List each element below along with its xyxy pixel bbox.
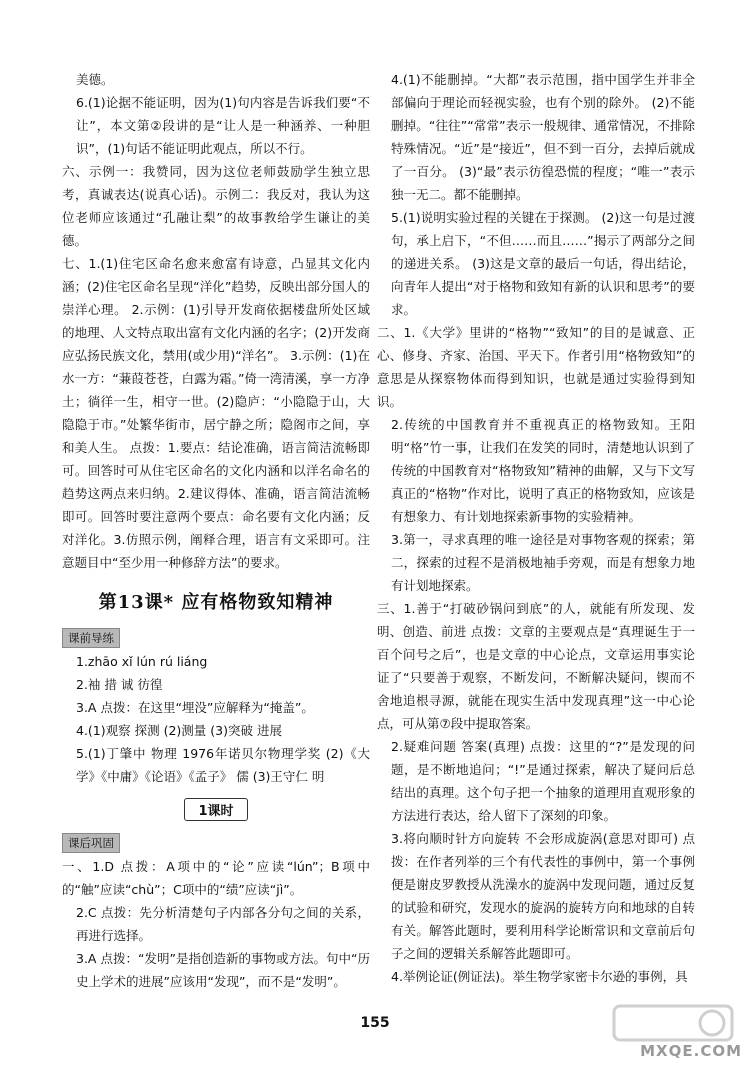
right-answers bbox=[377, 68, 695, 988]
answer-paragraph: 六、示例一：我赞同，因为这位老师鼓励学生独立思考，真诚表达(说真心话)。示例二：我反对，我认为这位老师应该通过“孔融让梨”的故事教给学生谦让的美德。 bbox=[62, 164, 370, 248]
watermark-text: MXQE.COM bbox=[640, 1042, 742, 1060]
preclass-item: 5.(1)丁肇中 物理 1976年诺贝尔物理学奖 (2)《大学》《中庸》《论语》《孟子》 儒 (3)王守仁 明 bbox=[76, 746, 370, 784]
preclass-tag: 课前导练 bbox=[62, 628, 120, 648]
afterclass-item: 一、1.D 点拨：A项中的“论”应读“lún”；B项中的“触”应读“chù”；C项中的“绩”应读“jì”。 bbox=[62, 859, 370, 897]
answer-paragraph: 三、1.善于“打破砂锅问到底”的人，就能有所发现、发明、创造、前进 点拨：文章的主要观点是“真理诞生于一百个问号之后”，也是文章的中心论点，文章运用事实论证了“只要善于观察，不断发问，不断解决疑问，锲而不舍地追根寻源，就能在现实生活中发现真理”这一中心论点，可从第⑦段中提取答案。 bbox=[377, 601, 695, 731]
answer-paragraph: 七、1.(1)住宅区命名愈来愈富有诗意，凸显其文化内涵；(2)住宅区命名呈现“洋化”趋势，反映出部分国人的崇洋心理。 2.示例：(1)引导开发商依据楼盘所处区域的地理、人文特点取出富有文化内涵的名字；(2)开发商应弘扬民族文化，禁用(或少用)“洋名”。 3.示例：(1)在水一方：“蒹葭苍苍，白露为霜。”倚一湾清溪，享一方净土；徜徉一生，相守一世。(2)隐庐：“小隐隐于山，大隐隐于市。”处繁华街市，居宁静之所；隐阁市之间，享和美人生。 点拨：1.要点：结论准确，语言简洁流畅即可。回答时可从住宅区命名的文化内涵和以洋名命名的趋势这两点来归纳。2.建议得体、准确，语言简洁流畅即可。回答时要注意两个要点：命名要有文化内涵；反对洋化。3.仿照示例，阐释合理，语言有文采即可。注意题目中“至少用一种修辞方法”的要求。 bbox=[62, 256, 370, 570]
preclass-item: 3.A 点拨：在这里“埋没”应解释为“掩盖”。 bbox=[76, 700, 314, 715]
answer-paragraph: 二、1.《大学》里讲的“格物”“致知”的目的是诚意、正心、修身、齐家、治国、平天下。作者引用“格物致知”的意思是从探察物体而得到知识，也就是通过实验得到知识。 bbox=[377, 325, 695, 409]
preclass-item: 4.(1)观察 探测 (2)测量 (3)突破 进展 bbox=[76, 723, 282, 738]
answer-paragraph: 4.(1)不能删掉。“大都”表示范围，指中国学生并非全部偏向于理论而轻视实验，也有个别的除外。 (2)不能删掉。“往往”“常常”表示一般规律、通常情况，不排除特殊情况。“近”是“接近”，但不到一百分，去掉后就成了一百分。 (3)“最”表示彷徨恐慌的程度；“唯一”表示独一无二。都不能删掉。 bbox=[391, 72, 695, 202]
afterclass-item: 2.C 点拨：先分析清楚句子内部各分句之间的关系，再进行选择。 bbox=[76, 905, 370, 943]
answer-paragraph: 5.(1)说明实验过程的关键在于探测。 (2)这一句是过渡句，承上启下，“不但……而且……”揭示了两部分之间的递进关系。 (3)这是文章的最后一句话，得出结论，向青年人提出“对于格物和致知有新的认识和思考”的要求。 bbox=[391, 210, 695, 317]
answer-paragraph: 4.举例论证(例证法)。举生物学家密卡尔逊的事例，具 bbox=[391, 969, 688, 984]
preclass-item: 1.zhāo xǐ lún rú liáng bbox=[76, 654, 208, 669]
answer-paragraph: 2.疑难问题 答案(真理) 点拨：这里的“?”是发现的问题，是不断地追问；“!”是通过探索，解决了疑问后总结出的真理。这个句子把一个抽象的道理用直观形象的方法进行表达，给人留下了深刻的印象。 bbox=[391, 739, 695, 823]
afterclass-list bbox=[62, 855, 370, 993]
afterclass-tag: 课后巩固 bbox=[62, 833, 120, 853]
right-column bbox=[377, 68, 695, 988]
answer-paragraph: 美德。 bbox=[76, 72, 114, 87]
page-number: 155 bbox=[360, 1015, 390, 1031]
preclass-item: 2.袖 措 诚 彷徨 bbox=[76, 677, 163, 692]
answer-paragraph: 2.传统的中国教育并不重视真正的格物致知。王阳明“格”竹一事，让我们在发笑的同时，清楚地认识到了传统的中国教育对“格物致知”精神的曲解，又与下文写真正的“格物”作对比，说明了真正的格物致知，应该是有想象力、有计划地探索新事物的实验精神。 bbox=[391, 417, 695, 524]
left-answers bbox=[62, 68, 370, 574]
left-column bbox=[62, 68, 370, 993]
afterclass-item: 3.A 点拨：“发明”是指创造新的事物或方法。句中“历史上学术的进展”应该用“发现”，而不是“发明”。 bbox=[76, 951, 370, 989]
answer-paragraph: 3.第一，寻求真理的唯一途径是对事物客观的探索；第二，探索的过程不是消极地袖手旁观，而是有想象力地有计划地探索。 bbox=[391, 532, 695, 593]
lesson-title: 第13课* 应有格物致知精神 bbox=[98, 592, 334, 613]
session-badge: 1课时 bbox=[184, 798, 248, 821]
answer-paragraph: 3.将向顺时针方向旋转 不会形成旋涡(意思对即可) 点拨：在作者列举的三个有代表性的事例中，第一个事例便是谢皮罗教授从洗澡水的旋涡中发现问题，通过反复的试验和研究，发现水的旋涡的旋转方向和地球的自转有关。解答此题时，要利用科学论断常识和文章前后句子之间的逻辑关系解答此题即可。 bbox=[391, 831, 695, 961]
answer-paragraph: 6.(1)论据不能证明，因为(1)句内容是告诉我们要“不让”，本文第②段讲的是“让人是一种涵养、一种胆识”，(1)句话不能证明此观点，所以不行。 bbox=[76, 95, 370, 156]
preclass-list bbox=[62, 650, 370, 788]
